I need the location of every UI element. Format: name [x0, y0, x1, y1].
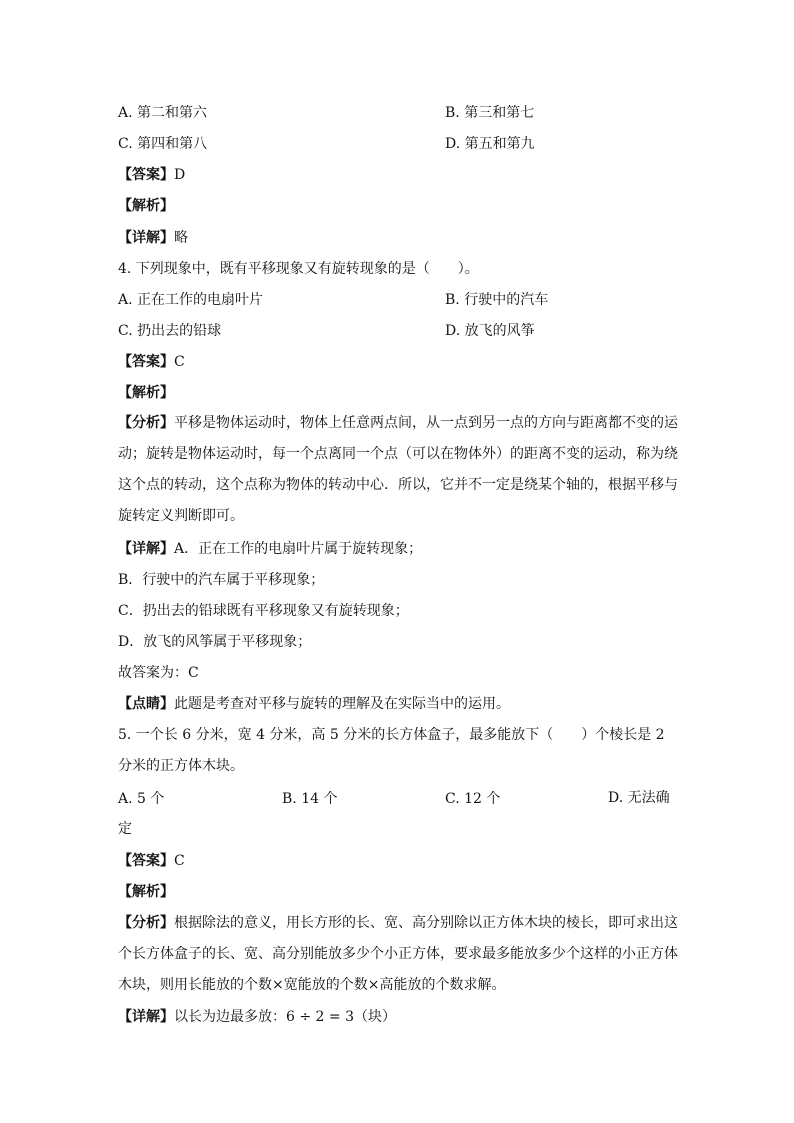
q3-answer	[118, 165, 185, 185]
q4-conclusion: 故答案为：C	[118, 665, 199, 681]
q4-detail-d: D．放飞的风筝属于平移现象；	[118, 634, 312, 650]
q5-answer	[118, 851, 185, 871]
fenxi-label: 【分析】	[118, 415, 174, 431]
detail-line: A．正在工作的电扇叶片属于旋转现象；	[174, 541, 423, 557]
q4-dianjing	[118, 694, 510, 714]
q4-detail-c: C．扔出去的铅球既有平移现象又有旋转现象；	[118, 603, 409, 619]
q5-stem: 5. 一个长 6 分米，宽 4 分米，高 5 分米的长方体盒子，最多能放下（ ）个棱长是 2 分米的正方体木块。	[118, 727, 665, 774]
q5-option-c: C. 12 个	[445, 791, 501, 807]
fenxi-text: 平移是物体运动时，物体上任意两点间，从一点到另一点的方向与距离都不变的运动；旋转是物体运动时，每一个点离同一个点（可以在物体外）的距离不变的运动，称为绕这个点的转动，这个点称为物体的转动中心．所以，它并不一定是绕某个轴的，根据平移与旋转定义判断即可。	[118, 415, 678, 524]
q5-option-a: A. 5 个	[118, 791, 165, 807]
answer-value: D	[174, 167, 186, 183]
detail-text: 略	[174, 230, 188, 246]
q3-analysis-label: 【解析】	[118, 198, 174, 214]
fenxi-text: 根据除法的意义，用长方形的长、宽、高分别除以正方体木块的棱长，即可求出这个长方体盒子的长、宽、高分别能放多少个小正方体，要求最多能放多少个这样的小正方体木块，则用长能放的个数×宽能放的个数×高能放的个数求解。	[118, 915, 678, 993]
q5-fenxi	[118, 908, 680, 1001]
q4-answer	[118, 352, 185, 372]
q3-option-d: D. 第五和第九	[445, 136, 535, 152]
q4-stem: 4. 下列现象中，既有平移现象又有旋转现象的是（ ）。	[118, 261, 479, 277]
q4-option-c: C. 扔出去的铅球	[118, 323, 222, 339]
q5-detail	[118, 1007, 396, 1027]
q4-fenxi	[118, 408, 680, 532]
dianjing-label: 【点睛】	[118, 696, 174, 712]
answer-label: 【答案】	[118, 354, 174, 370]
q5-analysis-label: 【解析】	[118, 884, 174, 900]
detail-label: 【详解】	[118, 1009, 174, 1025]
q3-option-a: A. 第二和第六	[118, 105, 208, 121]
q3-option-b: B. 第三和第七	[445, 105, 535, 121]
q5-option-d: D. 无法确定	[118, 790, 670, 837]
answer-label: 【答案】	[118, 167, 174, 183]
answer-value: C	[174, 853, 185, 869]
answer-label: 【答案】	[118, 853, 174, 869]
q3-detail	[118, 228, 188, 248]
detail-label: 【详解】	[118, 541, 174, 557]
answer-value: C	[174, 354, 185, 370]
q5-option-b: B. 14 个	[282, 791, 338, 807]
detail-label: 【详解】	[118, 230, 174, 246]
detail-text: 以长为边最多放：6 ÷ 2 = 3（块）	[174, 1009, 396, 1025]
q4-option-a: A. 正在工作的电扇叶片	[118, 292, 264, 308]
q3-option-c: C. 第四和第八	[118, 136, 208, 152]
q4-detail-a	[118, 539, 422, 559]
q4-option-d: D. 放飞的风筝	[445, 323, 535, 339]
dianjing-text: 此题是考查对平移与旋转的理解及在实际当中的运用。	[174, 696, 510, 712]
q4-detail-b: B．行驶中的汽车属于平移现象；	[118, 572, 325, 588]
fenxi-label: 【分析】	[118, 915, 174, 931]
q4-analysis-label: 【解析】	[118, 385, 174, 401]
q4-option-b: B. 行驶中的汽车	[445, 292, 549, 308]
